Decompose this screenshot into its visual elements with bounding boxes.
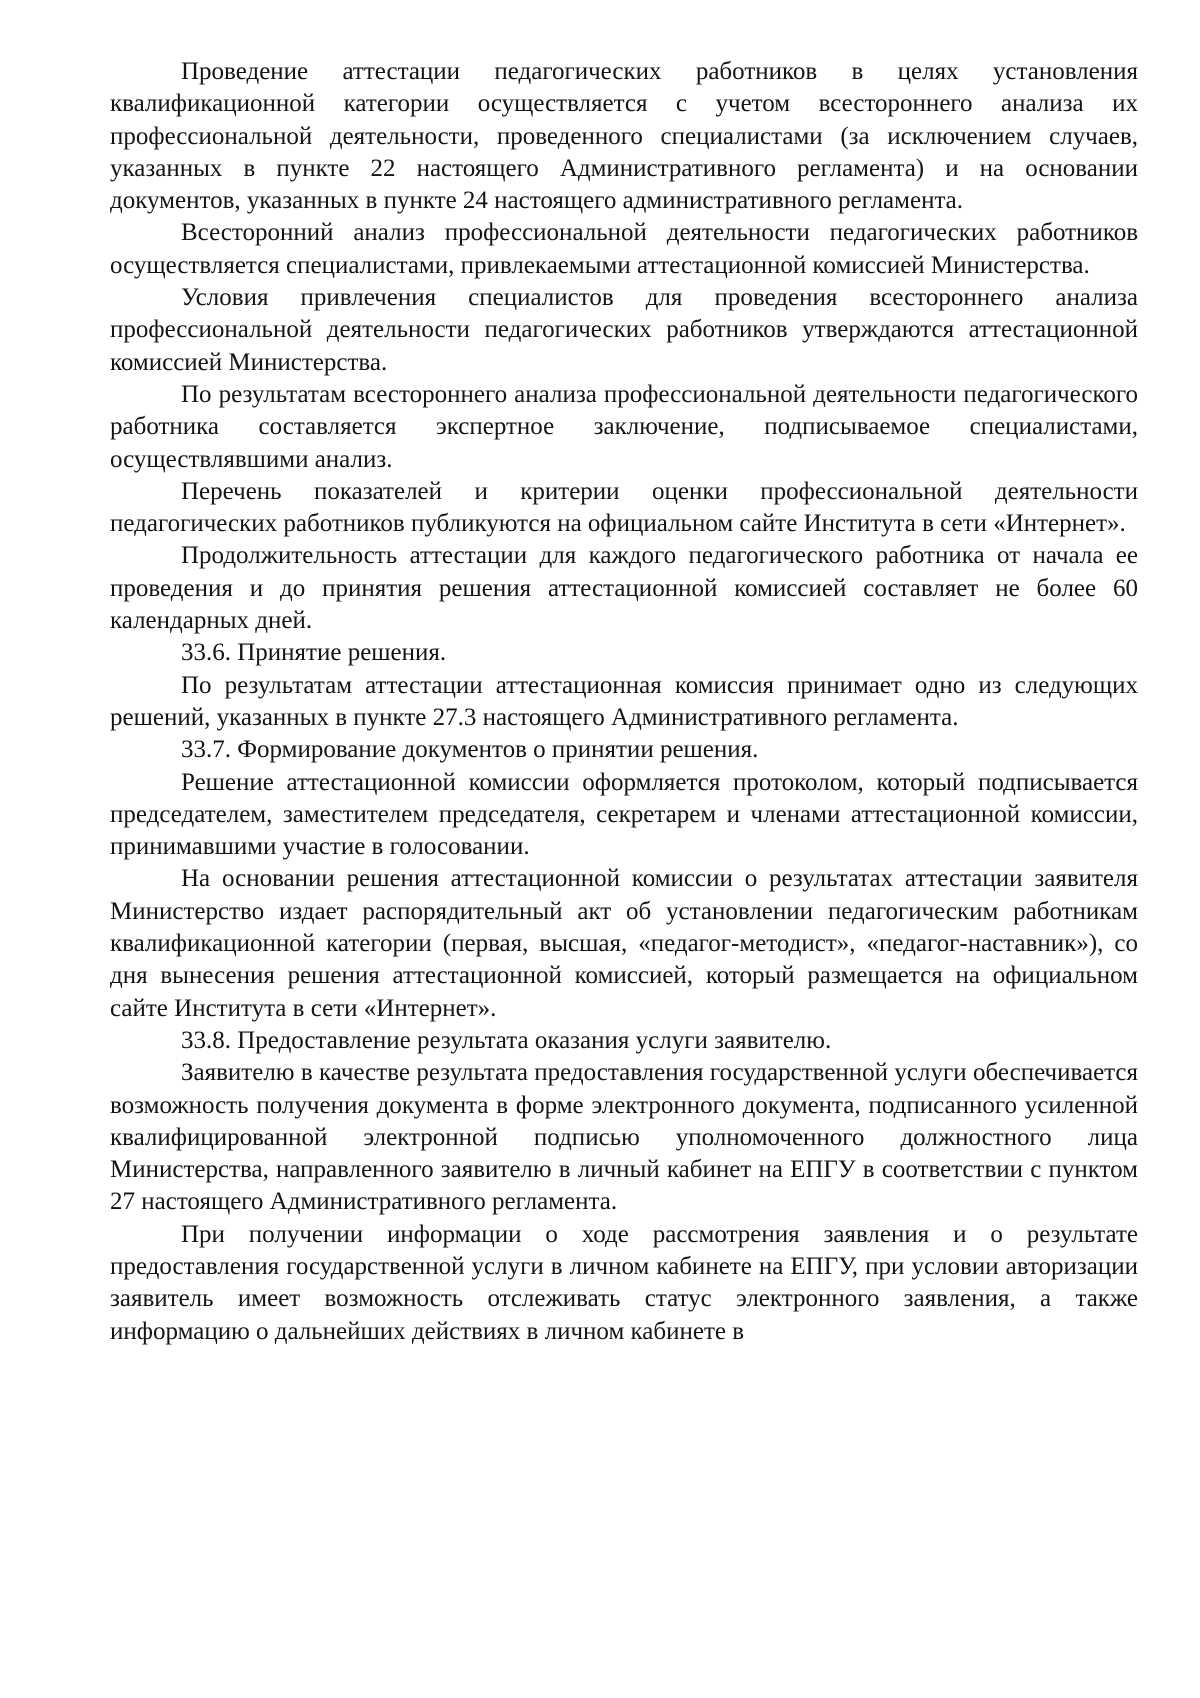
paragraph-comprehensive-analysis: Всесторонний анализ профессиональной деятельности педагогических работников осуществляется специалистами, привлекаемыми аттестационной комиссией Министерства.	[110, 219, 1138, 279]
paragraph-protocol: Решение аттестационной комиссии оформляется протоколом, который подписывается председателем, заместителем председателя, секретарем и членами аттестационной комиссии, принимавшими участие в голосовании.	[110, 768, 1138, 861]
paragraph-decision: По результатам аттестации аттестационная комиссия принимает одно из следующих решений, указанных в пункте 27.3 настоящего Административного регламента.	[110, 671, 1138, 731]
section-heading-33-7: 33.7. Формирование документов о принятии решения.	[181, 736, 759, 764]
paragraph-status-tracking: При получении информации о ходе рассмотрения заявления и о результате предоставления государственной услуги в личном кабинете на ЕПГУ, при условии авторизации заявитель имеет возможность отслеживать статус электронного заявления, а также информацию о дальнейших действиях в личном кабинете в	[110, 1220, 1138, 1345]
paragraph-criteria-list: Перечень показателей и критерии оценки профессиональной деятельности педагогических работников публикуются на официальном сайте Института в сети «Интернет».	[110, 477, 1138, 538]
paragraph-duration: Продолжительность аттестации для каждого педагогического работника от начала ее проведения и до принятия решения аттестационной комиссией составляет не более 60 календарных дней.	[110, 542, 1138, 635]
section-heading-33-8: 33.8. Предоставление результата оказания услуги заявителю.	[181, 1026, 832, 1054]
paragraph-specialist-conditions: Условия привлечения специалистов для проведения всестороннего анализа профессиональной деятельности педагогических работников утверждаются аттестационной комиссией Министерства.	[110, 284, 1138, 376]
document-page	[110, 56, 1138, 1348]
paragraph-attestation-conduct: Проведение аттестации педагогических работников в целях установления квалификационной категории осуществляется с учетом всестороннего анализа их профессиональной деятельности, проведенного специалистами (за исключением случаев, указанных в пункте 22 настоящего Административного регламента) и на основании документов, указанных в пункте 24 настоящего административного регламента.	[110, 58, 1138, 215]
paragraph-result-delivery: Заявителю в качестве результата предоставления государственной услуги обеспечивается возможность получения документа в форме электронного документа, подписанного усиленной квалифицированной электронной подписью уполномоченного должностного лица Министерства, направленного заявителю в личный кабинет на ЕПГУ в соответствии с пунктом 27 настоящего Административного регламента.	[110, 1059, 1138, 1216]
paragraph-expert-conclusion: По результатам всестороннего анализа профессиональной деятельности педагогического работника составляется экспертное заключение, подписываемое специалистами, осуществлявшими анализ.	[110, 380, 1138, 473]
paragraph-administrative-act: На основании решения аттестационной комиссии о результатах аттестации заявителя Министерство издает распорядительный акт об установлении педагогическим работникам квалификационной категории (первая, высшая, «педагог-методист», «педагог-наставник»), со дня вынесения решения аттестационной комиссией, который размещается на официальном сайте Института в сети «Интернет».	[110, 865, 1138, 1022]
section-heading-33-6: 33.6. Принятие решения.	[181, 639, 447, 667]
